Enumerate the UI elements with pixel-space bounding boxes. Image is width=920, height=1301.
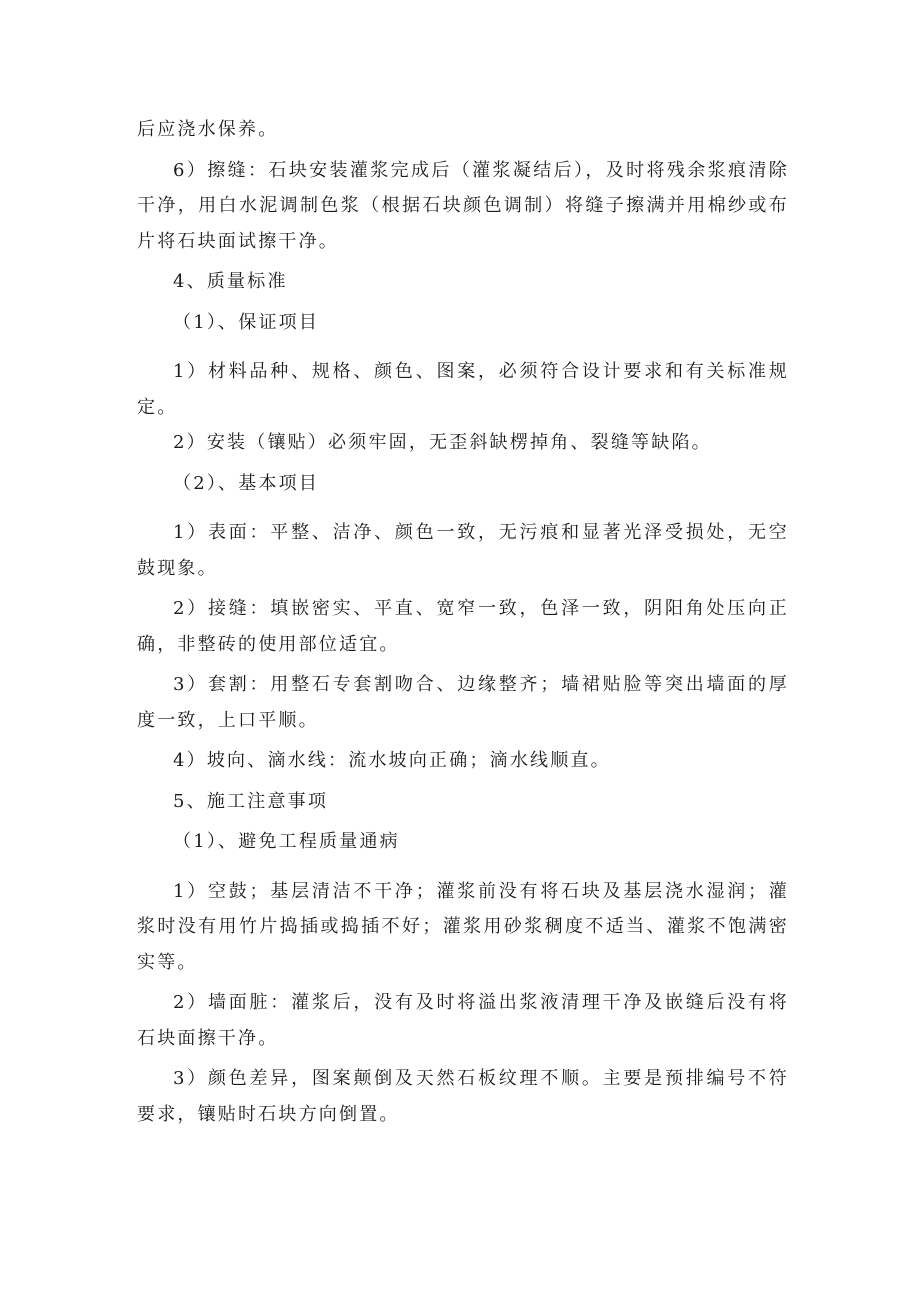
paragraph-basic-item-2: 2）接缝：填嵌密实、平直、宽窄一致，色泽一致，阴阳角处压向正确，非整砖的使用部位适宜。	[137, 598, 789, 655]
paragraph-basic-item-4: 4）坡向、滴水线：流水坡向正确；滴水线顺直。	[173, 750, 611, 771]
document-body	[137, 112, 789, 1132]
spacer	[137, 860, 789, 874]
paragraph-defect-3-color-difference: 3）颜色差异，图案颠倒及天然石板纹理不顺。主要是预排编号不符要求，镶贴时石块方向倒置。	[137, 1068, 789, 1125]
paragraph-guarantee-item-2: 2）安装（镶贴）必须牢固，无歪斜缺楞掉角、裂缝等缺陷。	[173, 432, 712, 453]
paragraph-continuation: 后应浇水保养。	[137, 119, 279, 140]
paragraph-guarantee-item-1: 1）材料品种、规格、颜色、图案，必须符合设计要求和有关标准规定。	[137, 361, 789, 418]
subsection-heading-avoid-defects: （1）、避免工程质量通病	[173, 831, 400, 852]
paragraph-defect-2-dirty-wall: 2）墙面脏：灌浆后，没有及时将溢出浆液清理干净及嵌缝后没有将石块面擦干净。	[137, 992, 789, 1049]
paragraph-step-6-wiping-joints: 6）擦缝：石块安装灌浆完成后（灌浆凝结后），及时将残余浆痕清除干净，用白水泥调制色浆（根据石块颜色调制）将缝子擦满并用棉纱或布片将石块面试擦干净。	[137, 159, 789, 252]
spacer	[137, 340, 789, 354]
paragraph-defect-1-hollowing: 1）空鼓；基层清洁不干净；灌浆前没有将石块及基层浇水湿润；灌浆时没有用竹片捣插或捣插不好；灌浆用砂浆稠度不适当、灌浆不饱满密实等。	[137, 880, 789, 973]
section-heading-construction-notes: 5、施工注意事项	[173, 790, 329, 812]
section-heading-quality-standard: 4、质量标准	[173, 271, 288, 292]
paragraph-basic-item-3: 3）套割：用整石专套割吻合、边缘整齐；墙裙贴脸等突出墙面的厚度一致，上口平顺。	[137, 674, 789, 731]
spacer	[137, 501, 789, 515]
subsection-heading-basic-items: （2）、基本项目	[173, 472, 320, 494]
subsection-heading-guarantee-items: （1）、保证项目	[173, 311, 320, 333]
paragraph-basic-item-1: 1）表面：平整、洁净、颜色一致，无污痕和显著光泽受损处，无空鼓现象。	[137, 522, 789, 579]
